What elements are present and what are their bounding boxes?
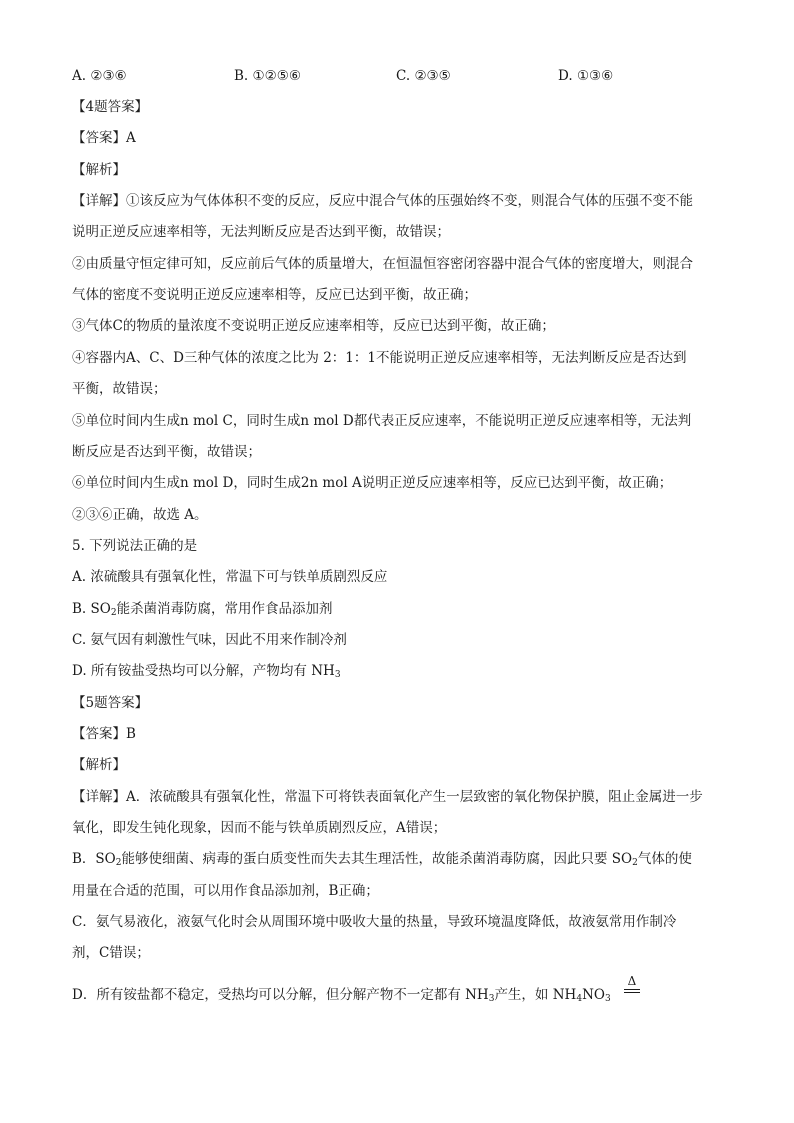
q4-option-b: B. ①②⑤⑥ — [234, 68, 301, 84]
q5-line: C．氨气易液化，液氨气化时会从周围环境中吸收大量的热量，导致环境温度降低，故液氨常用作制冷 — [72, 914, 677, 930]
q4-line: ③气体C的物质的量浓度不变说明正逆反应速率相等，反应已达到平衡，故正确； — [72, 318, 555, 334]
q4-line: ④容器内A、C、D三种气体的浓度之比为 2：1：1不能说明正逆反应速率相等，无法判断反应是否达到 — [72, 350, 687, 366]
q5-option-c: C. 氨气因有刺激性气味，因此不用来作制冷剂 — [72, 632, 347, 648]
q5-line: 剂，C错误； — [72, 945, 150, 961]
q4-line: ②由质量守恒定律可知，反应前后气体的质量增大，在恒温恒容密闭容器中混合气体的密度增大，则混合 — [72, 256, 693, 272]
q4-analysis-label: 【解析】 — [72, 162, 126, 178]
q4-option-c: C. ②③⑤ — [396, 68, 451, 84]
q5-answer: 【答案】B — [72, 726, 136, 742]
q5-line: 氧化，即发生钝化现象，因而不能与铁单质剧烈反应，A错误； — [72, 820, 447, 836]
q4-options — [72, 66, 732, 86]
q4-answer: 【答案】A — [72, 130, 136, 146]
q5-stem: 5. 下列说法正确的是 — [72, 538, 198, 554]
q4-line: ②③⑥正确，故选 A。 — [72, 507, 208, 523]
q5-line: 用量在合适的范围，可以用作食品添加剂，B正确； — [72, 883, 379, 899]
q4-option-d: D. ①③⑥ — [558, 68, 614, 84]
q4-line: ⑤单位时间内生成n mol C，同时生成n mol D都代表正反应速率，不能说明正逆反应速率相等，无法判 — [72, 413, 692, 429]
q4-line: 【详解】①该反应为气体体积不变的反应，反应中混合气体的压强始终不变，则混合气体的压强不变不能 — [72, 193, 693, 209]
q5-line: D．所有铵盐都不稳定，受热均可以分解，但分解产物不一定都有 $NH_3$产生，如 $NH_4NO_3$ — [72, 987, 611, 1004]
q4-header: 【4题答案】 — [72, 99, 149, 115]
q4-option-a: A. ②③⑥ — [72, 68, 127, 84]
q5-line: 【详解】A．浓硫酸具有强氧化性，常温下可将铁表面氧化产生一层致密的氧化物保护膜，阻止金属进一步 — [72, 789, 703, 805]
q4-line: 平衡，故错误； — [72, 381, 167, 397]
q5-line: B．$SO_2$能够使细菌、病毒的蛋白质变性而失去其生理活性，故能杀菌消毒防腐，因此只要 $SO_2$气体的使 — [72, 851, 692, 868]
heating-condition-symbol: Δ — [624, 975, 640, 993]
q5-option-a: A. 浓硫酸具有强氧化性，常温下可与铁单质剧烈反应 — [72, 569, 388, 585]
q4-line: 说明正逆反应速率相等，无法判断反应是否达到平衡，故错误； — [72, 224, 450, 240]
q5-option-b: B. $SO_2$能杀菌消毒防腐，常用作食品添加剂 — [72, 601, 333, 618]
q4-line: 气体的密度不变说明正逆反应速率相等，反应已达到平衡，故正确； — [72, 287, 477, 303]
q4-line: 断反应是否达到平衡，故错误； — [72, 444, 261, 460]
q5-header: 【5题答案】 — [72, 695, 149, 711]
q4-line: ⑥单位时间内生成n mol D，同时生成2n mol A说明正逆反应速率相等，反应已达到平衡，故正确； — [72, 475, 673, 491]
q5-option-d: D. 所有铵盐受热均可以分解，产物均有 $NH_3$ — [72, 663, 341, 680]
q5-analysis-label: 【解析】 — [72, 757, 126, 773]
